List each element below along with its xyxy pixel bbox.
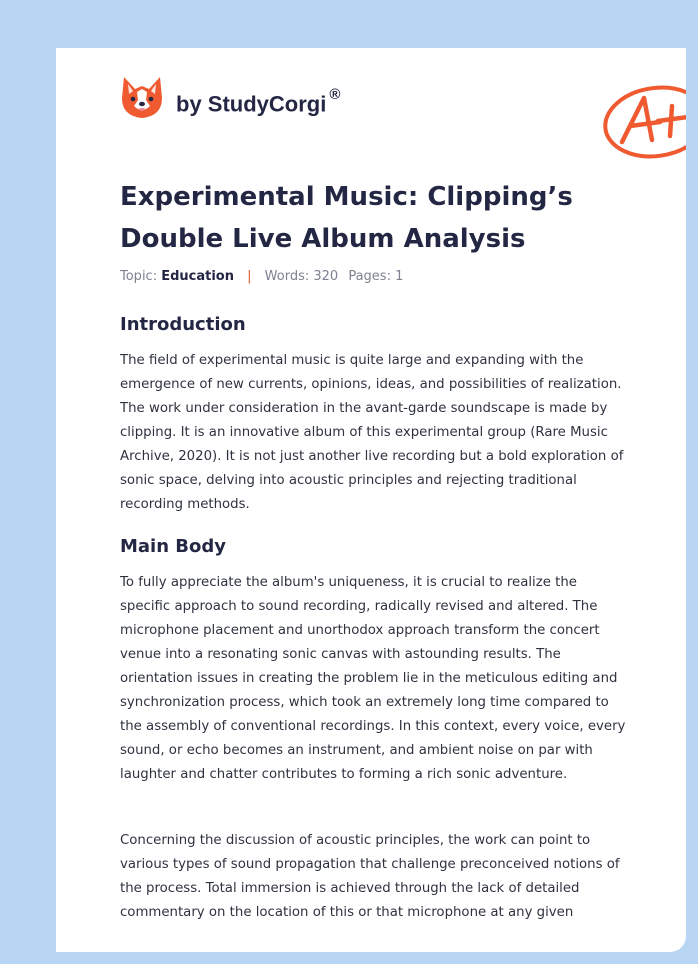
section-heading-introduction: Introduction (120, 314, 246, 335)
section-heading-main-body: Main Body (120, 536, 227, 557)
registered-mark: ® (329, 86, 341, 103)
paragraph: Concerning the discussion of acoustic principles, the work can point to various types of sound propagation that challenge preconceived notions of the process. Total immersion is achieved through the lack of detailed commentary on the location of this or that microphone at any given (120, 833, 620, 920)
document-meta (120, 269, 403, 284)
topic-link[interactable]: Education (161, 269, 234, 284)
word-count: Words: 320 (264, 269, 339, 284)
brand-name[interactable]: by StudyCorgi ® (176, 86, 341, 117)
document-page (56, 48, 686, 952)
paragraph: The field of experimental music is quite large and expanding with the emergence of new currents, opinions, ideas, and possibilities of realization. The work under consideration in the avant-garde soundscape is made by clipping. It is an innovative album of this experimental group (Rare Music Archive, 2020). It is not just another live recording but a bold exploration of sonic space, delving into acoustic principles and rejecting traditional recording methods. (120, 353, 624, 512)
meta-separator: | (247, 269, 252, 284)
page-title: Experimental Music: Clipping’s Double Live Album Analysis (120, 182, 573, 254)
paragraph: To fully appreciate the album's uniqueness, it is crucial to realize the specific approach to sound recording, radically revised and altered. The microphone placement and unorthodox approach transform the concert venue into a resonating sonic canvas with astounding results. The orientation issues in creating the problem lie in the meticulous editing and synchronization process, which took an extremely long time compared to the assembly of conventional recordings. In this context, every voice, every sound, or echo becomes an instrument, and ambient noise on par with laughter and chatter contributes to forming a rich sonic adventure. (120, 575, 626, 782)
a-plus-grade-icon (600, 82, 686, 162)
corgi-logo-icon[interactable] (120, 74, 164, 122)
page-count: Pages: 1 (348, 269, 404, 284)
topic-label: Topic: (120, 269, 158, 284)
header (120, 74, 640, 138)
